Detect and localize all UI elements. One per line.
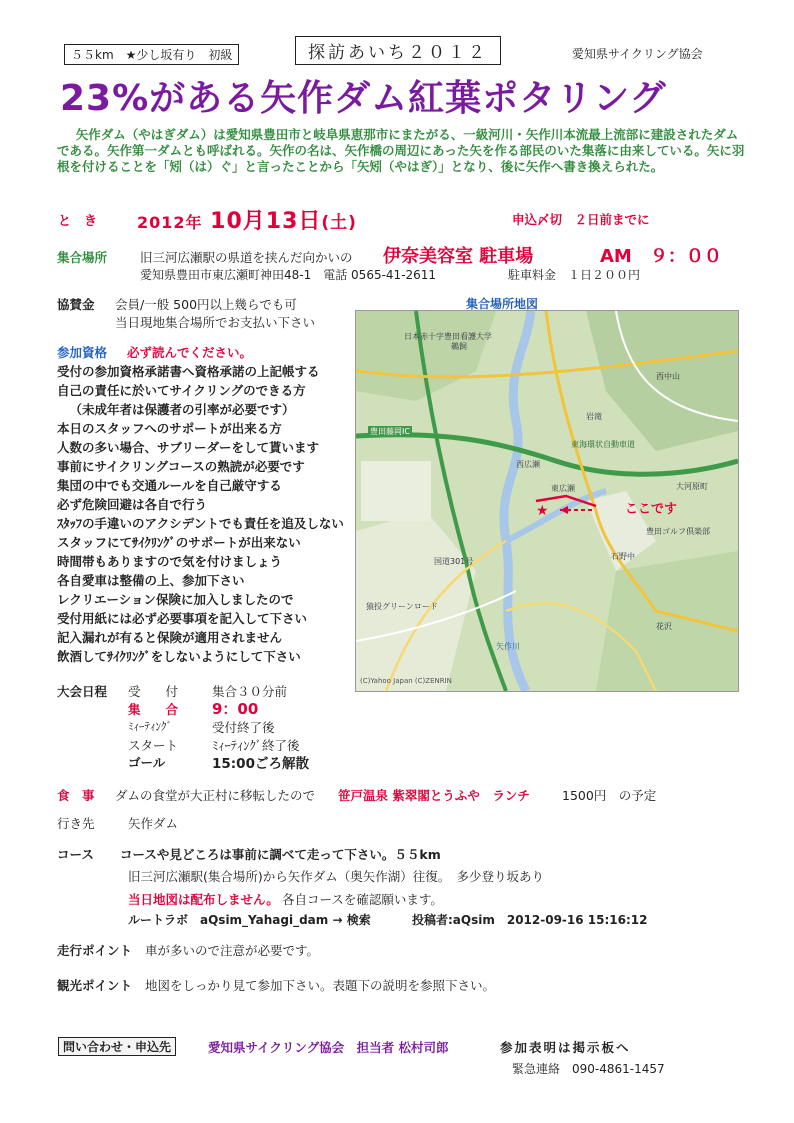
list-item: ｽﾀｯﾌの手違いのアクシデントでも責任を追及しない (57, 516, 344, 531)
qualification-label: 参加資格 (57, 345, 108, 360)
map-drawing (356, 311, 738, 691)
contact-org: 愛知県サイクリング協会 担当者 松村司郎 (208, 1040, 449, 1055)
map-place: 日本赤十字豊田看護大学 (404, 332, 492, 341)
meal-price: 1500円 の予定 (562, 788, 657, 803)
date-label: と き (58, 214, 98, 229)
schedule-row-name: ﾐｨｰﾃｨﾝｸﾞ (128, 720, 172, 733)
list-item: 記入漏れが有ると保険が適用されません (57, 630, 283, 645)
fee-text: 会員/一般 500円以上幾らでも可 (115, 297, 297, 312)
map-credit: (C)Yahoo Japan (C)ZENRIN (360, 677, 452, 685)
list-item: レクリエーション保険に加入しましたので (57, 592, 294, 607)
meal-label: 食 事 (57, 788, 95, 803)
fee-note: 当日現地集合場所でお支払い下さい (115, 315, 316, 330)
list-item: 本日のスタッフへのサポートが出来る方 (57, 421, 282, 436)
schedule-row-name: スタート (128, 738, 179, 753)
list-item: 時間帯もありますので気を付けましょう (57, 554, 283, 569)
list-item: 必ず危険回避は各自で行う (57, 497, 208, 512)
map-title: 集合場所地図 (466, 297, 539, 311)
course-label: コース (57, 847, 94, 862)
schedule-row-name: 集 合 (128, 702, 179, 717)
list-item: 受付用紙には必ず必要事項を記入して下さい (57, 611, 308, 626)
schedule-row-value: 15:00ごろ解散 (212, 756, 309, 772)
meeting-address: 愛知県豊田市東広瀬町神田48-1 電話 0565-41-2611 (140, 268, 437, 282)
destination-value: 矢作ダム (128, 816, 179, 831)
date-month-day: 10月13日 (210, 209, 322, 234)
map-place: 豊田ゴルフ倶楽部 (646, 527, 710, 536)
meeting-place: 伊奈美容室 駐車場 (383, 246, 534, 267)
organization-name: 愛知県サイクリング協会 (572, 47, 703, 61)
list-item: 人数の多い場合、サブリーダーをして貰います (57, 440, 320, 455)
map-place: 豊田藤岡IC (370, 427, 410, 436)
fee-label: 協賛金 (57, 297, 95, 312)
map-place: 東海環状自動車道 (571, 440, 635, 449)
schedule-row-name: ゴール (128, 755, 166, 770)
list-item: 事前にサイクリングコースの熟読が必要です (57, 459, 305, 474)
map-place: 岩滝 (586, 412, 602, 421)
qualification-list (57, 362, 344, 666)
deadline: 申込〆切 ２日前までに (512, 212, 650, 227)
schedule-row-value: 受付終了後 (212, 720, 275, 735)
map-marker-label: ここです (625, 502, 678, 517)
meeting-description: 旧三河広瀬駅の県道を挟んだ向かいの (140, 250, 353, 265)
date-weekday: (土) (321, 213, 357, 233)
destination-label: 行き先 (57, 816, 95, 831)
schedule-row-value: 9：00 (212, 700, 259, 718)
must-read-note: 必ず読んでください。 (127, 345, 253, 360)
list-item: 自己の責任に於いてサイクリングのできる方 (57, 383, 306, 398)
schedule-row-value: ﾐｨｰﾃｨﾝｸﾞ終了後 (212, 738, 300, 753)
schedule-row-value: 集合３０分前 (212, 684, 288, 699)
map-place: 石野中 (611, 552, 635, 561)
sight-point-text: 地図をしっかり見て参加下さい。表題下の説明を参照下さい。 (145, 978, 496, 993)
event-date (137, 204, 357, 235)
schedule-row-name: 受 付 (128, 684, 179, 699)
intro-paragraph: 矢作ダム（やはぎダム）は愛知県豊田市と岐阜県恵那市にまたがる、一級河川・矢作川本流最上流部に建設されたダムである。矢作第一ダムとも呼ばれる。矢作の名は、矢作橋の周辺にあった矢を作る部民のいた集落に由来している。矢に羽根を付けることを「矧（は）ぐ」と言ったことから「矢矧（やはぎ）」となり、後に矢作へ書き換えられた。 (57, 127, 745, 174)
course-no-map-note: 各自コースを確認願います。 (282, 892, 443, 907)
meeting-label: 集合場所 (57, 250, 108, 265)
page-title: 23%がある矢作ダム紅葉ポタリング (60, 78, 667, 119)
map-place: 大河原町 (676, 482, 708, 491)
sight-point-label: 観光ポイント (57, 978, 133, 993)
ride-point-text: 車が多いので注意が必要です。 (145, 943, 320, 958)
level-tag: ５５km ★少し坂有り 初級 (64, 44, 239, 65)
meal-text: ダムの食堂が大正村に移転したので (115, 788, 316, 803)
list-item: 集団の中でも交通ルールを自己厳守する (57, 478, 282, 493)
course-no-map: 当日地図は配布しません。 (128, 892, 279, 907)
list-item: 受付の参加資格承諾書へ資格承諾の上記帳する (57, 364, 320, 379)
map-place: 鵜飼 (451, 342, 467, 351)
emergency-contact: 緊急連絡 090-4861-1457 (512, 1062, 665, 1076)
map-place: 国道301号 (434, 557, 474, 566)
course-line1: コースや見どころは事前に調べて走って下さい。５５km (120, 847, 441, 862)
ride-point-label: 走行ポイント (57, 943, 133, 958)
map-place: 花沢 (656, 622, 672, 631)
board-notice[interactable]: 参加表明は掲示板へ (500, 1040, 631, 1055)
event-series-title: 探訪あいち２０１２ (295, 36, 501, 65)
course-line2: 旧三河広瀬駅(集合場所)から矢作ダム（奥矢作湖）往復。 多少登り坂あり (128, 869, 545, 884)
list-item: 飲酒してｻｲｸﾘﾝｸﾞをしないようにして下さい (57, 649, 301, 664)
meeting-time: AM ９：００ (600, 246, 722, 267)
schedule-label: 大会日程 (57, 684, 108, 699)
list-item: スタッフにてｻｲｸﾘﾝｸﾞのサポートが出来ない (57, 535, 301, 550)
route-lab-search[interactable]: ルートラボ aQsim_Yahagi_dam → 検索 (128, 913, 371, 927)
parking-fee: 駐車料金 １日２００円 (508, 268, 641, 282)
date-year: 2012年 (137, 213, 203, 232)
map-place: 西中山 (656, 372, 680, 381)
route-poster: 投稿者:aQsim 2012-09-16 15:16:12 (412, 913, 648, 927)
list-item: （未成年者は保護者の引率が必要です） (69, 402, 295, 417)
map-place: 東広瀬 (551, 484, 575, 493)
map-place: 矢作川 (496, 642, 520, 651)
list-item: 各自愛車は整備の上、参加下さい (57, 573, 245, 588)
map-place: 西広瀬 (516, 460, 540, 469)
star-icon: ★ (536, 503, 549, 519)
contact-box-label: 問い合わせ・申込先 (58, 1037, 176, 1056)
meal-place: 笹戸温泉 紫翠閣とうふや ランチ (338, 788, 530, 803)
map-place: 猿投グリーンロード (366, 602, 438, 611)
meeting-place-map[interactable] (355, 310, 739, 692)
